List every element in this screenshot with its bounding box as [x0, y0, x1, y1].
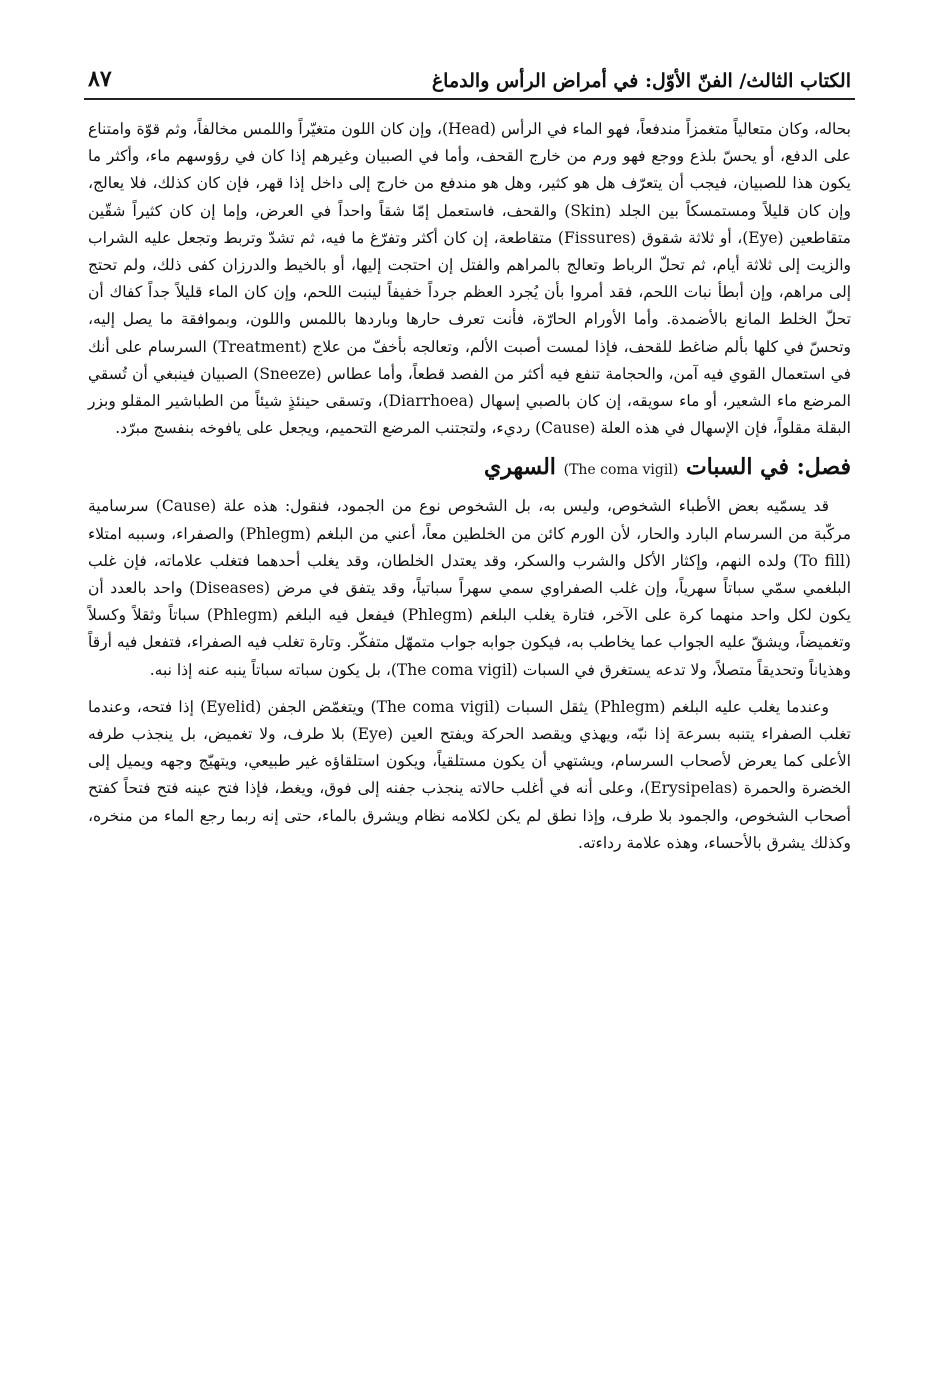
paragraph-gap [88, 684, 851, 694]
page-header [88, 52, 851, 92]
section-heading-prefix: فصل: في السبات [685, 454, 851, 481]
section-heading-english: (The coma vigil) [563, 462, 679, 479]
paragraph-1: بحاله، وكان متعالياً متغمزاً مندفعاً، فهو الماء في الرأس (Head)، وإن كان اللون متغيّراً واللمس مخالفاً، وثم قوّة وامتناع على الدفع، أو يحسّ بلذع ووجع فهو ورم من خارج القحف، وأما في الصبيان وغيرهم إذا كان في رؤوسهم ماء، وأكثر ما يكون هذا للصبيان، فيجب أن يتعرّف هل هو كثير، وهل هو مندفع من خارج إلى داخل إذا قهر، فإن كان كذلك، فلا يعالج، وإن كان قليلاً ومستمسكاً بين الجلد (Skin) والقحف، فاستعمل إمّا شقاً واحداً في العرض، وإما إن كان كثيراً شقّين متقاطعين (Eye)، أو ثلاثة شقوق (Fissures) متقاطعة، إن كان أكثر وتفرّغ ما فيه، ثم تشدّ وتربط وتجعل عليه الشراب والزيت إلى ثلاثة أيام، ثم تحلّ الرباط وتعالج بالمراهم والفتل إن احتجت إليها، أو بالخيط والدرزان كفى ذلك، ولم تحتج إلى مراهم، وإن أبطأ نبات اللحم، فقد أمروا بأن يُجرد العظم جرداً خفيفاً لينبت اللحم، وإن كان الماء قليلاً جداً كفاك أن تحلّ الخلط المانع بالأضمدة. وأما الأورام الحارّة، فأنت تعرف حارها وباردها باللمس واللون، وبموافقة ما يصل إليه، وتحسّ في كلها بألم ضاغط للقحف، فإذا لمست أصبت الألم، وتعالجه بأخفّ من علاج (Treatment) السرسام على أنك في استعمال القوي فيه آمن، والحجامة تنفع فيه أكثر من الفصد قطعاً، وأما عطاس (Sneeze) الصبيان فينبغي أن تُسقي المرضع ماء الشعير، أو ماء سويقه، إن كان بالصبي إسهال (Diarrhoea)، وتسقى حينئذٍ شيئاً من الطباشير المقلو وبزر البقلة مقلواً، فإن الإسهال في هذه العلة (Cause) رديء، ولتجتنب المرضع التحميم، ويجعل على يافوخه بنفسج مبرّد. [88, 120, 851, 438]
paragraph-2: قد يسمّيه بعض الأطباء الشخوص، وليس به، بل الشخوص نوع من الجمود، فنقول: هذه علة (Cause) سرسامية مركّبة من السرسام البارد والحار، لأن الورم كائن من الخلطين معاً، أعني من البلغم (Phlegm) والصفراء، وسببه امتلاء (To fill) ولده النهم، وإكثار الأكل والشرب والسكر، وقد يعتدل الخلطان، وقد يغلب أحدهما فتغلب علاماته، فإن غلب البلغمي سمّي سباتاً سهرياً، وإن غلب الصفراوي سمي سهراً سباتياً، وقد يتفق في مرض (Diseases) واحد بالعدد أن يكون لكل واحد منهما كرة على الآخر، فتارة يغلب البلغم (Phlegm) فيفعل فيه البلغم (Phlegm) سباتاً وثقلاً وكسلاً وتغميضاً، ويشقّ عليه الجواب عما يخاطب به، فيكون جوابه جواب متمهّل متفكّر. وتارة تغلب فيه الصفراء، فتفعل فيه أرقاً وهذياناً وتحديقاً متصلاً، ولا تدعه يستغرق في السبات (The coma vigil)، بل يكون سباته سباتاً ينبه عنه إذا نبه. [88, 497, 852, 679]
page-number: ٨٧ [88, 66, 112, 92]
paragraph-3: وعندما يغلب عليه البلغم (Phlegm) يثقل السبات (The coma vigil) ويتغمّض الجفن (Eyelid) إذا فتحه، وعندما تغلب الصفراء يتنبه بسرعة إذا نبّه، ويهذي ويقصد الحركة ويفتح العين (Eye) بلا طرف، ولا تغميض، بل ينجذب طرفه الأعلى كما يعرض لأصحاب السرسام، ويشتهي أن يكون مستلقياً، ويكون استلقاؤه غير طبيعي، ويتهيّج وجهه ويميل إلى الخضرة والحمرة (Erysipelas)، وعلى أنه في أغلب حالاته ينجذب جفنه إلى فوق، ويغط، فإذا فتح عينه فتح فتحاً كفتح أصحاب الشخوص، والجمود بلا طرف، وإذا نطق لم يكن لكلامه نظام ويشرق بالماء، حتى إنه ربما رجع الماء من منخره، وكذلك يشرق بالأحساء، وهذه علامة رداءته. [88, 697, 851, 852]
running-head: الكتاب الثالث/ الفنّ الأوّل: في أمراض الرأس والدماغ [431, 70, 851, 92]
section-heading [88, 450, 851, 487]
header-rule [84, 98, 855, 100]
page-body [88, 116, 851, 857]
section-heading-suffix: السهري [483, 454, 556, 481]
